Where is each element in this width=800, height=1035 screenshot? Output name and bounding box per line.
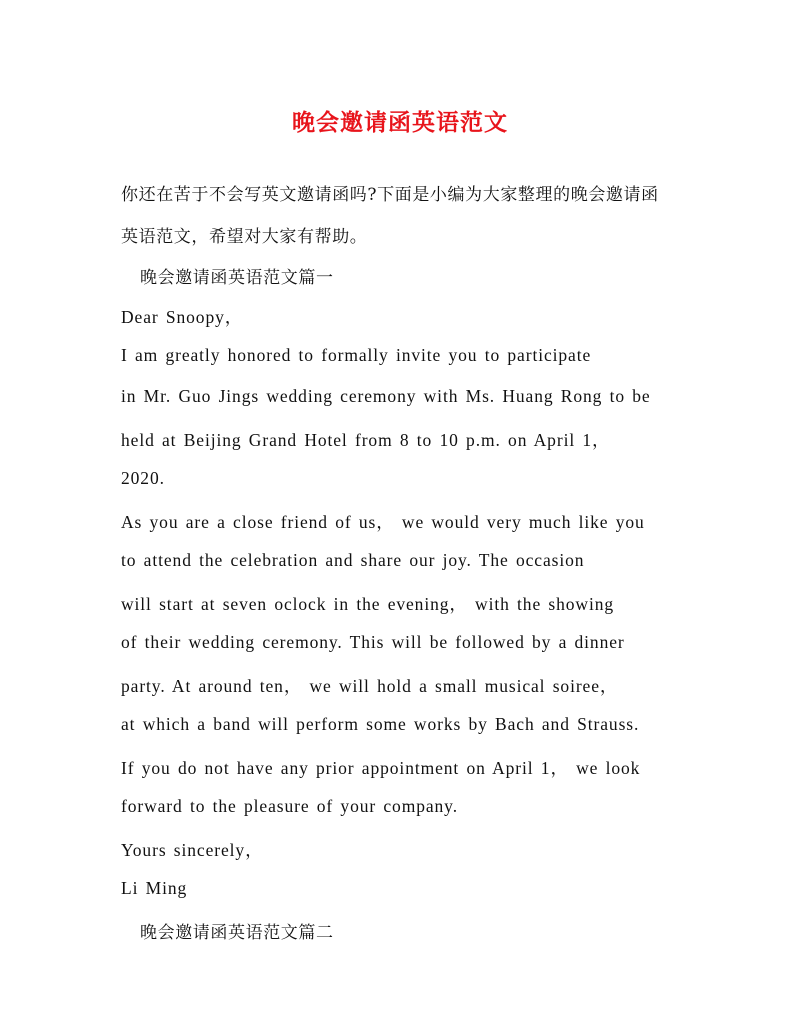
body-line: If you do not have any prior appointment on April 1， we look [121, 758, 641, 778]
salutation: Dear Snoopy， [121, 307, 244, 327]
body-line: I am greatly honored to formally invite you to participate [121, 345, 592, 365]
body-line: held at Beijing Grand Hotel from 8 to 10 p.m. on April 1， [121, 430, 611, 450]
section-2-heading: 晚会邀请函英语范文篇二 [140, 923, 334, 943]
body-line: in Mr. Guo Jings wedding ceremony with Ms. Huang Rong to be [121, 386, 651, 406]
intro-line-2: 英语范文，希望对大家有帮助。 [121, 227, 368, 247]
body-line: to attend the celebration and share our joy. The occasion [121, 550, 585, 570]
intro-line-1: 你还在苦于不会写英文邀请函吗?下面是小编为大家整理的晚会邀请函 [121, 185, 659, 205]
closing: Yours sincerely， [121, 840, 264, 860]
signature: Li Ming [121, 878, 188, 898]
section-1-heading: 晚会邀请函英语范文篇一 [140, 268, 334, 288]
body-line: As you are a close friend of us， we would very much like you [121, 512, 645, 532]
body-line: forward to the pleasure of your company. [121, 796, 458, 816]
document-title: 晚会邀请函英语范文 [292, 109, 508, 136]
body-line: of their wedding ceremony. This will be followed by a dinner [121, 632, 625, 652]
body-line: at which a band will perform some works by Bach and Strauss. [121, 714, 640, 734]
body-line: will start at seven oclock in the evening， with the showing [121, 594, 615, 614]
body-line: 2020. [121, 468, 165, 488]
body-line: party. At around ten， we will hold a small musical soiree， [121, 676, 619, 696]
